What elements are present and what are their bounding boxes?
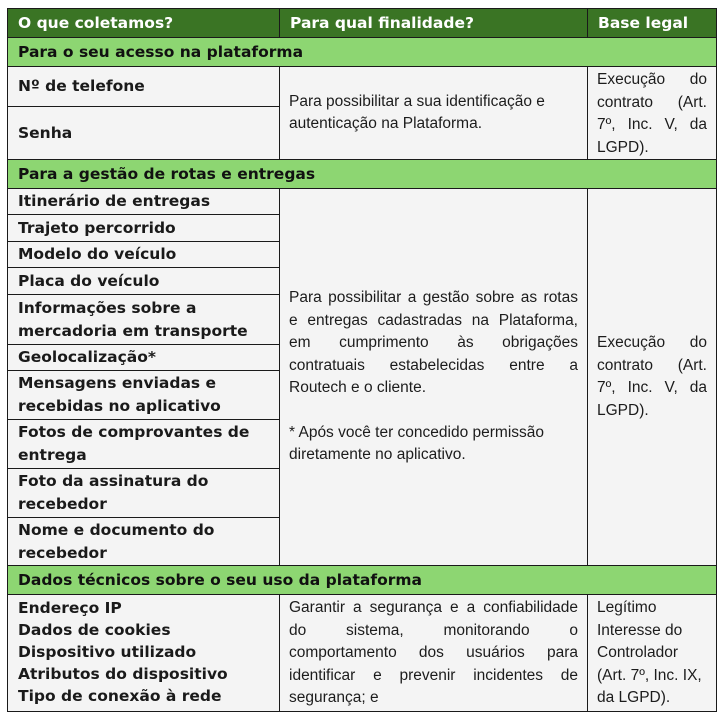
legal-basis-text: Execução do contrato (Art. 7º, Inc. V, da LGPD). [597, 334, 707, 419]
data-item-list [8, 595, 280, 712]
legal-basis-cell [588, 189, 717, 566]
section-title: Para o seu acesso na plataforma [8, 38, 717, 67]
data-item: Placa do veículo [8, 268, 280, 295]
header-what-we-collect: O que coletamos? [8, 9, 280, 38]
table-row [8, 189, 717, 215]
purpose-text: Garantir a segurança e a confiabilidade do sistema, monitorando o comportamento dos usuários para identificar e prevenir incidentes de segurança; e [289, 599, 578, 706]
table-row [8, 67, 717, 107]
purpose-cell [280, 67, 588, 160]
section-title: Para a gestão de rotas e entregas [8, 160, 717, 189]
data-item: Mensagens enviadas e recebidas no aplicativo [8, 371, 280, 420]
legal-basis-cell [588, 595, 717, 712]
section-title: Dados técnicos sobre o seu uso da plataforma [8, 566, 717, 595]
header-row [8, 9, 717, 38]
data-collection-table [7, 8, 717, 712]
data-item: Nome e documento do recebedor [8, 518, 280, 566]
section-row-routes [8, 160, 717, 189]
data-item: Senha [8, 107, 280, 160]
data-item: Itinerário de entregas [8, 189, 280, 215]
purpose-cell [280, 189, 588, 566]
data-item: Dispositivo utilizado [18, 643, 197, 661]
data-item: Fotos de comprovantes de entrega [8, 420, 280, 469]
data-item: Geolocalização* [8, 345, 280, 371]
purpose-cell [280, 595, 588, 712]
table-row [8, 595, 717, 712]
header-legal-basis: Base legal [588, 9, 717, 38]
data-item: Atributos do dispositivo [18, 665, 228, 683]
data-item: Modelo do veículo [8, 242, 280, 268]
purpose-note: * Após você ter concedido permissão diretamente no aplicativo. [289, 423, 545, 464]
data-item: Nº de telefone [8, 67, 280, 107]
purpose-text: Para possibilitar a gestão sobre as rotas e entregas cadastradas na Plataforma, em cumprimento às obrigações contratuais estabelecidas entre a Routech e o cliente. [289, 289, 578, 397]
legal-basis-cell [588, 67, 717, 160]
data-item: Trajeto percorrido [8, 215, 280, 242]
data-item: Foto da assinatura do recebedor [8, 469, 280, 518]
data-item: Tipo de conexão à rede [18, 687, 222, 705]
purpose-text: Para possibilitar a sua identificação e autenticação na Plataforma. [289, 92, 545, 132]
section-row-technical [8, 566, 717, 595]
legal-basis-text: Execução do contrato (Art. 7º, Inc. V, da LGPD). [597, 71, 707, 156]
data-item: Informações sobre a mercadoria em transporte [8, 295, 280, 345]
legal-basis-text: Legítimo Interesse do Controlador (Art. 7º, Inc. IX, da LGPD). [597, 599, 702, 706]
section-row-access [8, 38, 717, 67]
header-purpose: Para qual finalidade? [280, 9, 588, 38]
data-item: Endereço IP [18, 599, 122, 617]
data-item: Dados de cookies [18, 621, 171, 639]
